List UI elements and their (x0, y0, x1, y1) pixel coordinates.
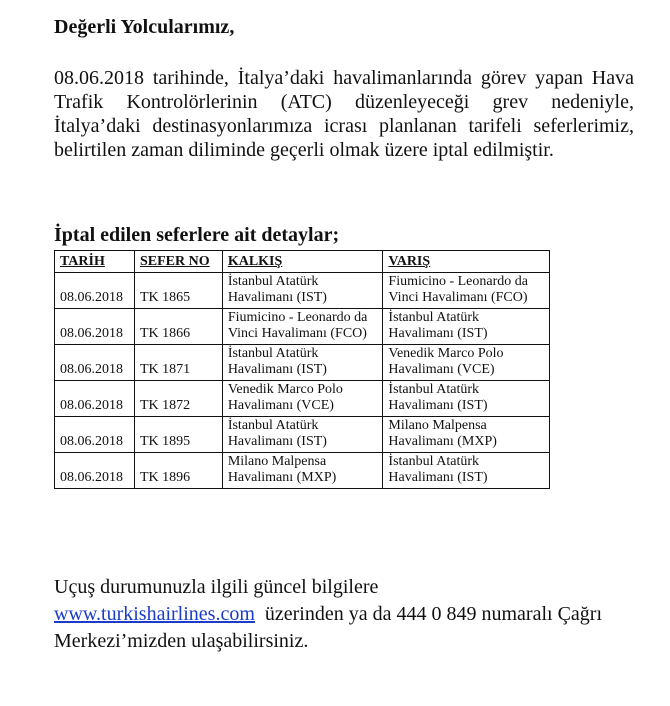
cell-flight-no: TK 1871 (134, 345, 222, 381)
cell-date: 08.06.2018 (55, 417, 135, 453)
website-link[interactable]: www.turkishairlines.com (54, 603, 255, 625)
cell-arrival: Venedik Marco Polo Havalimanı (VCE) (383, 345, 550, 381)
header-date: TARİH (55, 251, 135, 273)
cell-date: 08.06.2018 (55, 309, 135, 345)
cell-date: 08.06.2018 (55, 453, 135, 489)
cell-departure: Venedik Marco Polo Havalimanı (VCE) (222, 381, 383, 417)
header-flight-no: SEFER NO (134, 251, 222, 273)
cell-departure: İstanbul Atatürk Havalimanı (IST) (222, 273, 383, 309)
cell-arrival: İstanbul Atatürk Havalimanı (IST) (383, 309, 550, 345)
cell-departure: Fiumicino - Leonardo da Vinci Havalimanı (FCO) (222, 309, 383, 345)
cell-arrival: İstanbul Atatürk Havalimanı (IST) (383, 453, 550, 489)
cell-flight-no: TK 1895 (134, 417, 222, 453)
cell-arrival: Fiumicino - Leonardo da Vinci Havalimanı (FCO) (383, 273, 550, 309)
cell-date: 08.06.2018 (55, 273, 135, 309)
cell-date: 08.06.2018 (55, 381, 135, 417)
cancelled-flights-table (54, 250, 550, 489)
cell-flight-no: TK 1866 (134, 309, 222, 345)
announcement-paragraph: 08.06.2018 tarihinde, İtalya’daki havalimanlarında görev yapan Hava Trafik Kontrolörlerinin (ATC) düzenleyeceği grev nedeniyle, İtalya’daki destinasyonlarımıza icrası planlanan tarifeli seferlerimiz, belirtilen zaman diliminde geçerli olmak üzere iptal edilmiştir. (54, 67, 634, 161)
table-row (55, 273, 550, 309)
table-row (55, 453, 550, 489)
cell-departure: Milano Malpensa Havalimanı (MXP) (222, 453, 383, 489)
footer-text-after: üzerinden ya da 444 0 849 numaralı Çağrı Merkezi’mizden ulaşabilirsiniz. (54, 603, 608, 652)
table-row (55, 309, 550, 345)
cell-date: 08.06.2018 (55, 345, 135, 381)
header-arrival: VARIŞ (383, 251, 550, 273)
table-header-row (55, 251, 550, 273)
greeting: Değerli Yolcularımız, (54, 16, 235, 38)
table-row (55, 417, 550, 453)
footer-text-before: Uçuş durumunuzla ilgili güncel bilgilere (54, 576, 379, 598)
table-row (55, 345, 550, 381)
cell-arrival: Milano Malpensa Havalimanı (MXP) (383, 417, 550, 453)
cell-flight-no: TK 1896 (134, 453, 222, 489)
cell-flight-no: TK 1872 (134, 381, 222, 417)
table-row (55, 381, 550, 417)
cell-departure: İstanbul Atatürk Havalimanı (IST) (222, 345, 383, 381)
cell-departure: İstanbul Atatürk Havalimanı (IST) (222, 417, 383, 453)
contact-info (54, 574, 634, 655)
section-title: İptal edilen seferlere ait detaylar; (54, 224, 340, 246)
header-departure: KALKIŞ (222, 251, 383, 273)
cell-arrival: İstanbul Atatürk Havalimanı (IST) (383, 381, 550, 417)
cell-flight-no: TK 1865 (134, 273, 222, 309)
